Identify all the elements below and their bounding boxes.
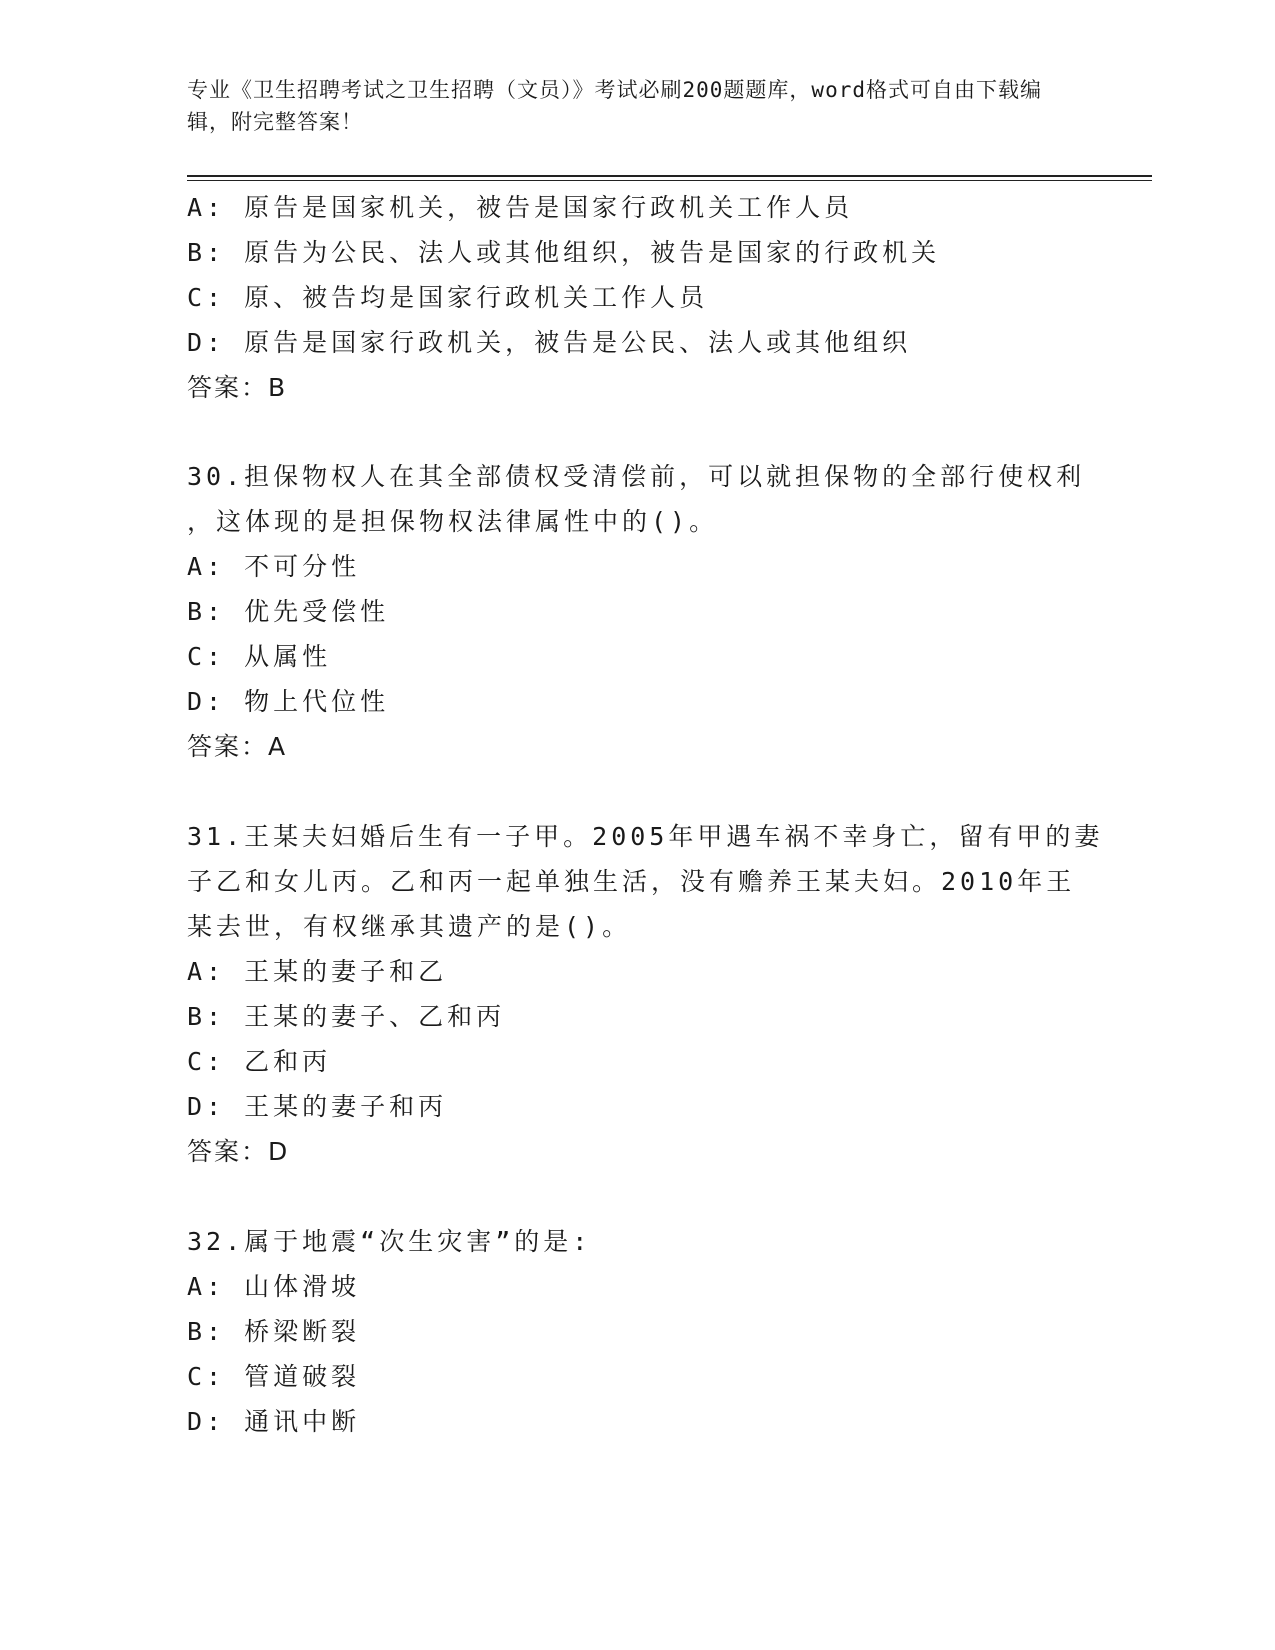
option-a: A: 不可分性 <box>187 552 361 581</box>
answer-label: 答案：A <box>187 732 288 761</box>
option-c: C: 乙和丙 <box>187 1047 332 1076</box>
option-a: A: 原告是国家机关，被告是国家行政机关工作人员 <box>187 193 854 222</box>
question-stem-line: 子乙和女儿丙。乙和丙一起单独生活，没有赡养王某夫妇。2010年王 <box>187 867 1076 896</box>
question-stem-line: 32.属于地震“次生灾害”的是: <box>187 1227 592 1256</box>
question-stem-line: 31.王某夫妇婚后生有一子甲。2005年甲遇车祸不幸身亡，留有甲的妻 <box>187 822 1104 851</box>
option-b: B: 原告为公民、法人或其他组织，被告是国家的行政机关 <box>187 238 941 267</box>
option-c: C: 管道破裂 <box>187 1362 361 1391</box>
option-d: D: 王某的妻子和丙 <box>187 1092 448 1121</box>
answer-label: 答案：B <box>187 373 288 402</box>
option-d: D: 通讯中断 <box>187 1407 361 1436</box>
option-b: B: 优先受偿性 <box>187 597 390 626</box>
question-stem-line: 某去世，有权继承其遗产的是()。 <box>187 912 632 941</box>
option-d: D: 原告是国家行政机关，被告是公民、法人或其他组织 <box>187 328 912 357</box>
option-c: C: 原、被告均是国家行政机关工作人员 <box>187 283 709 312</box>
question-stem-line: ，这体现的是担保物权法律属性中的()。 <box>187 507 719 536</box>
question-stem-line: 30.担保物权人在其全部债权受清偿前，可以就担保物的全部行使权利 <box>187 462 1086 491</box>
header-divider-thin <box>187 180 1152 181</box>
option-b: B: 王某的妻子、乙和丙 <box>187 1002 506 1031</box>
option-c: C: 从属性 <box>187 642 332 671</box>
header-divider-thick <box>187 175 1152 177</box>
option-a: A: 王某的妻子和乙 <box>187 957 448 986</box>
answer-label: 答案：D <box>187 1137 290 1166</box>
option-b: B: 桥梁断裂 <box>187 1317 361 1346</box>
header-title: 专业《卫生招聘考试之卫生招聘（文员）》考试必刷200题题库，word格式可自由下载编辑，附完整答案！ <box>187 78 1042 134</box>
option-d: D: 物上代位性 <box>187 687 390 716</box>
option-a: A: 山体滑坡 <box>187 1272 361 1301</box>
